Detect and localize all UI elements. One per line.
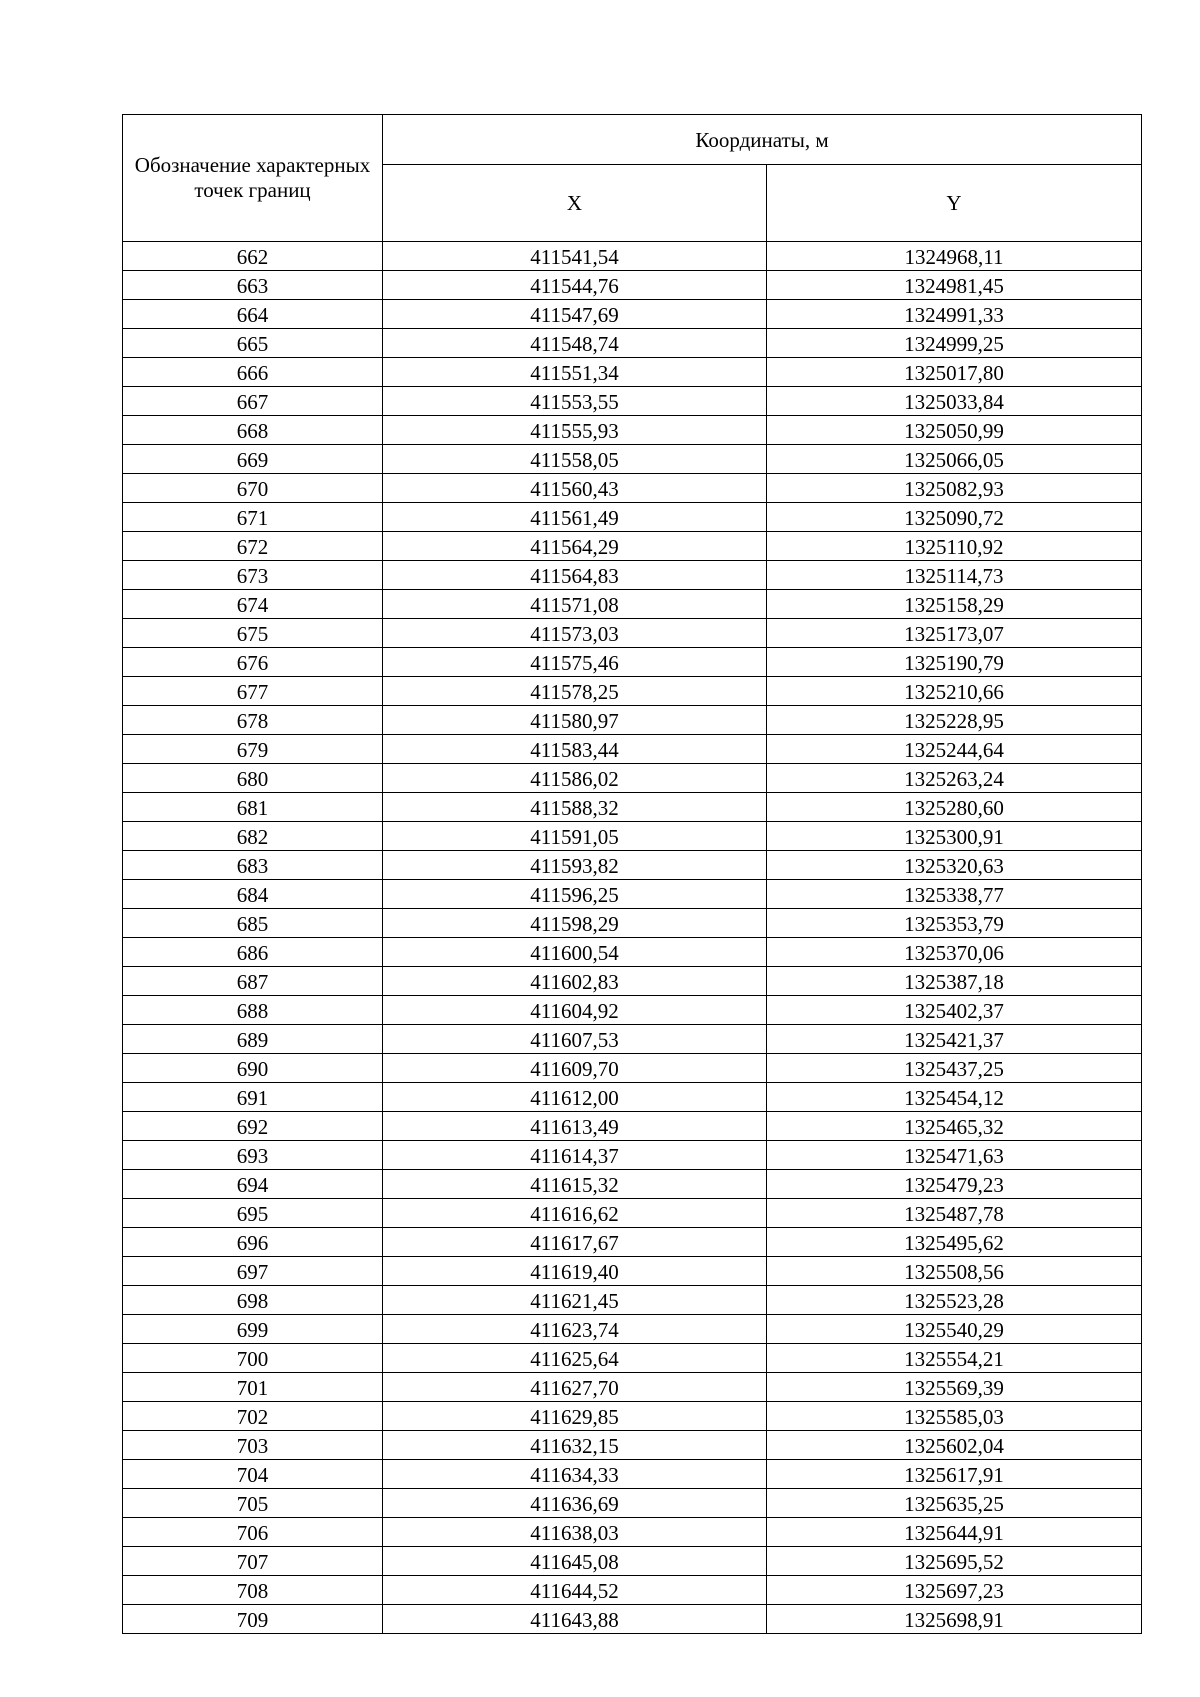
y-coordinate-cell: 1325338,77 — [767, 880, 1142, 909]
point-id-cell: 688 — [123, 996, 383, 1025]
point-id-cell: 694 — [123, 1170, 383, 1199]
y-coordinate-cell: 1325644,91 — [767, 1518, 1142, 1547]
table-row — [123, 271, 1142, 300]
x-coordinate-cell: 411607,53 — [383, 1025, 767, 1054]
table-row — [123, 1112, 1142, 1141]
point-id-cell: 681 — [123, 793, 383, 822]
table-row — [123, 1199, 1142, 1228]
table-row — [123, 1373, 1142, 1402]
table-row — [123, 387, 1142, 416]
y-coordinate-cell: 1325540,29 — [767, 1315, 1142, 1344]
point-id-cell: 689 — [123, 1025, 383, 1054]
y-coordinate-cell: 1325353,79 — [767, 909, 1142, 938]
x-coordinate-cell: 411593,82 — [383, 851, 767, 880]
point-id-cell: 679 — [123, 735, 383, 764]
point-id-cell: 704 — [123, 1460, 383, 1489]
y-coordinate-cell: 1325280,60 — [767, 793, 1142, 822]
table-row — [123, 532, 1142, 561]
y-coordinate-cell: 1325569,39 — [767, 1373, 1142, 1402]
y-coordinate-cell: 1325173,07 — [767, 619, 1142, 648]
point-id-cell: 685 — [123, 909, 383, 938]
y-coordinate-cell: 1325471,63 — [767, 1141, 1142, 1170]
table-row — [123, 822, 1142, 851]
x-coordinate-cell: 411564,29 — [383, 532, 767, 561]
point-id-cell: 707 — [123, 1547, 383, 1576]
point-id-cell: 699 — [123, 1315, 383, 1344]
table-row — [123, 648, 1142, 677]
point-id-cell: 708 — [123, 1576, 383, 1605]
point-id-cell: 693 — [123, 1141, 383, 1170]
point-id-cell: 667 — [123, 387, 383, 416]
y-coordinate-cell: 1325523,28 — [767, 1286, 1142, 1315]
table-row — [123, 1547, 1142, 1576]
table-row — [123, 735, 1142, 764]
table-row — [123, 996, 1142, 1025]
x-coordinate-cell: 411598,29 — [383, 909, 767, 938]
table-row — [123, 909, 1142, 938]
x-coordinate-cell: 411625,64 — [383, 1344, 767, 1373]
point-id-cell: 678 — [123, 706, 383, 735]
x-coordinate-cell: 411613,49 — [383, 1112, 767, 1141]
header-y: Y — [767, 165, 1142, 242]
table-row — [123, 1025, 1142, 1054]
table-row — [123, 1402, 1142, 1431]
point-id-cell: 682 — [123, 822, 383, 851]
x-coordinate-cell: 411596,25 — [383, 880, 767, 909]
y-coordinate-cell: 1325370,06 — [767, 938, 1142, 967]
y-coordinate-cell: 1325508,56 — [767, 1257, 1142, 1286]
y-coordinate-cell: 1325244,64 — [767, 735, 1142, 764]
x-coordinate-cell: 411634,33 — [383, 1460, 767, 1489]
x-coordinate-cell: 411573,03 — [383, 619, 767, 648]
point-id-cell: 676 — [123, 648, 383, 677]
point-id-cell: 690 — [123, 1054, 383, 1083]
y-coordinate-cell: 1324981,45 — [767, 271, 1142, 300]
y-coordinate-cell: 1325066,05 — [767, 445, 1142, 474]
x-coordinate-cell: 411614,37 — [383, 1141, 767, 1170]
y-coordinate-cell: 1325479,23 — [767, 1170, 1142, 1199]
point-id-cell: 674 — [123, 590, 383, 619]
table-row — [123, 503, 1142, 532]
point-id-cell: 663 — [123, 271, 383, 300]
x-coordinate-cell: 411644,52 — [383, 1576, 767, 1605]
y-coordinate-cell: 1325017,80 — [767, 358, 1142, 387]
x-coordinate-cell: 411551,34 — [383, 358, 767, 387]
point-id-cell: 709 — [123, 1605, 383, 1634]
point-id-cell: 673 — [123, 561, 383, 590]
table-row — [123, 1605, 1142, 1634]
y-coordinate-cell: 1325050,99 — [767, 416, 1142, 445]
table-row — [123, 938, 1142, 967]
point-id-cell: 684 — [123, 880, 383, 909]
point-id-cell: 700 — [123, 1344, 383, 1373]
y-coordinate-cell: 1325697,23 — [767, 1576, 1142, 1605]
table-row — [123, 851, 1142, 880]
x-coordinate-cell: 411561,49 — [383, 503, 767, 532]
header-x: X — [383, 165, 767, 242]
x-coordinate-cell: 411586,02 — [383, 764, 767, 793]
table-row — [123, 242, 1142, 271]
y-coordinate-cell: 1324968,11 — [767, 242, 1142, 271]
table-row — [123, 590, 1142, 619]
header-coordinates: Координаты, м — [383, 115, 1142, 165]
table-row — [123, 967, 1142, 996]
y-coordinate-cell: 1325698,91 — [767, 1605, 1142, 1634]
point-id-cell: 669 — [123, 445, 383, 474]
point-id-cell: 701 — [123, 1373, 383, 1402]
point-id-cell: 671 — [123, 503, 383, 532]
y-coordinate-cell: 1325300,91 — [767, 822, 1142, 851]
x-coordinate-cell: 411636,69 — [383, 1489, 767, 1518]
x-coordinate-cell: 411617,67 — [383, 1228, 767, 1257]
y-coordinate-cell: 1325210,66 — [767, 677, 1142, 706]
y-coordinate-cell: 1325263,24 — [767, 764, 1142, 793]
table-row — [123, 474, 1142, 503]
point-id-cell: 672 — [123, 532, 383, 561]
x-coordinate-cell: 411541,54 — [383, 242, 767, 271]
x-coordinate-cell: 411627,70 — [383, 1373, 767, 1402]
y-coordinate-cell: 1325554,21 — [767, 1344, 1142, 1373]
point-id-cell: 666 — [123, 358, 383, 387]
y-coordinate-cell: 1325158,29 — [767, 590, 1142, 619]
x-coordinate-cell: 411604,92 — [383, 996, 767, 1025]
point-id-cell: 698 — [123, 1286, 383, 1315]
coordinates-table — [122, 114, 1142, 1634]
table-row — [123, 764, 1142, 793]
table-row — [123, 1141, 1142, 1170]
point-id-cell: 706 — [123, 1518, 383, 1547]
y-coordinate-cell: 1324991,33 — [767, 300, 1142, 329]
point-id-cell: 691 — [123, 1083, 383, 1112]
table-row — [123, 793, 1142, 822]
y-coordinate-cell: 1325454,12 — [767, 1083, 1142, 1112]
table-row — [123, 1054, 1142, 1083]
table-row — [123, 1228, 1142, 1257]
x-coordinate-cell: 411583,44 — [383, 735, 767, 764]
table-row — [123, 1576, 1142, 1605]
y-coordinate-cell: 1325387,18 — [767, 967, 1142, 996]
table-row — [123, 619, 1142, 648]
x-coordinate-cell: 411564,83 — [383, 561, 767, 590]
x-coordinate-cell: 411612,00 — [383, 1083, 767, 1112]
y-coordinate-cell: 1325617,91 — [767, 1460, 1142, 1489]
table-row — [123, 1286, 1142, 1315]
x-coordinate-cell: 411619,40 — [383, 1257, 767, 1286]
point-id-cell: 695 — [123, 1199, 383, 1228]
y-coordinate-cell: 1325585,03 — [767, 1402, 1142, 1431]
x-coordinate-cell: 411645,08 — [383, 1547, 767, 1576]
y-coordinate-cell: 1324999,25 — [767, 329, 1142, 358]
table-row — [123, 1518, 1142, 1547]
header-designation: Обозначение характерных точек границ — [123, 115, 383, 242]
x-coordinate-cell: 411632,15 — [383, 1431, 767, 1460]
x-coordinate-cell: 411575,46 — [383, 648, 767, 677]
y-coordinate-cell: 1325495,62 — [767, 1228, 1142, 1257]
x-coordinate-cell: 411578,25 — [383, 677, 767, 706]
point-id-cell: 696 — [123, 1228, 383, 1257]
y-coordinate-cell: 1325465,32 — [767, 1112, 1142, 1141]
y-coordinate-cell: 1325114,73 — [767, 561, 1142, 590]
x-coordinate-cell: 411588,32 — [383, 793, 767, 822]
table-row — [123, 1315, 1142, 1344]
x-coordinate-cell: 411558,05 — [383, 445, 767, 474]
y-coordinate-cell: 1325695,52 — [767, 1547, 1142, 1576]
table-row — [123, 1257, 1142, 1286]
x-coordinate-cell: 411602,83 — [383, 967, 767, 996]
table-row — [123, 1431, 1142, 1460]
point-id-cell: 697 — [123, 1257, 383, 1286]
table-header — [123, 115, 1142, 242]
point-id-cell: 680 — [123, 764, 383, 793]
y-coordinate-cell: 1325635,25 — [767, 1489, 1142, 1518]
table-row — [123, 1170, 1142, 1199]
table-row — [123, 706, 1142, 735]
point-id-cell: 683 — [123, 851, 383, 880]
point-id-cell: 662 — [123, 242, 383, 271]
table-body — [123, 242, 1142, 1634]
point-id-cell: 664 — [123, 300, 383, 329]
x-coordinate-cell: 411616,62 — [383, 1199, 767, 1228]
y-coordinate-cell: 1325402,37 — [767, 996, 1142, 1025]
table-row — [123, 1083, 1142, 1112]
x-coordinate-cell: 411544,76 — [383, 271, 767, 300]
table-row — [123, 1460, 1142, 1489]
point-id-cell: 670 — [123, 474, 383, 503]
x-coordinate-cell: 411600,54 — [383, 938, 767, 967]
point-id-cell: 686 — [123, 938, 383, 967]
y-coordinate-cell: 1325190,79 — [767, 648, 1142, 677]
point-id-cell: 687 — [123, 967, 383, 996]
x-coordinate-cell: 411609,70 — [383, 1054, 767, 1083]
point-id-cell: 675 — [123, 619, 383, 648]
x-coordinate-cell: 411560,43 — [383, 474, 767, 503]
x-coordinate-cell: 411615,32 — [383, 1170, 767, 1199]
y-coordinate-cell: 1325320,63 — [767, 851, 1142, 880]
x-coordinate-cell: 411548,74 — [383, 329, 767, 358]
y-coordinate-cell: 1325110,92 — [767, 532, 1142, 561]
y-coordinate-cell: 1325437,25 — [767, 1054, 1142, 1083]
y-coordinate-cell: 1325602,04 — [767, 1431, 1142, 1460]
table-row — [123, 677, 1142, 706]
table-row — [123, 1344, 1142, 1373]
point-id-cell: 677 — [123, 677, 383, 706]
point-id-cell: 703 — [123, 1431, 383, 1460]
point-id-cell: 702 — [123, 1402, 383, 1431]
y-coordinate-cell: 1325421,37 — [767, 1025, 1142, 1054]
table-row — [123, 445, 1142, 474]
x-coordinate-cell: 411580,97 — [383, 706, 767, 735]
y-coordinate-cell: 1325082,93 — [767, 474, 1142, 503]
table-row — [123, 300, 1142, 329]
table-row — [123, 880, 1142, 909]
x-coordinate-cell: 411629,85 — [383, 1402, 767, 1431]
y-coordinate-cell: 1325487,78 — [767, 1199, 1142, 1228]
x-coordinate-cell: 411621,45 — [383, 1286, 767, 1315]
table-row — [123, 561, 1142, 590]
x-coordinate-cell: 411571,08 — [383, 590, 767, 619]
table-row — [123, 329, 1142, 358]
point-id-cell: 668 — [123, 416, 383, 445]
point-id-cell: 705 — [123, 1489, 383, 1518]
table-row — [123, 1489, 1142, 1518]
x-coordinate-cell: 411643,88 — [383, 1605, 767, 1634]
x-coordinate-cell: 411547,69 — [383, 300, 767, 329]
x-coordinate-cell: 411553,55 — [383, 387, 767, 416]
point-id-cell: 692 — [123, 1112, 383, 1141]
x-coordinate-cell: 411623,74 — [383, 1315, 767, 1344]
y-coordinate-cell: 1325090,72 — [767, 503, 1142, 532]
x-coordinate-cell: 411638,03 — [383, 1518, 767, 1547]
table-row — [123, 416, 1142, 445]
point-id-cell: 665 — [123, 329, 383, 358]
x-coordinate-cell: 411591,05 — [383, 822, 767, 851]
y-coordinate-cell: 1325228,95 — [767, 706, 1142, 735]
table-row — [123, 358, 1142, 387]
y-coordinate-cell: 1325033,84 — [767, 387, 1142, 416]
x-coordinate-cell: 411555,93 — [383, 416, 767, 445]
